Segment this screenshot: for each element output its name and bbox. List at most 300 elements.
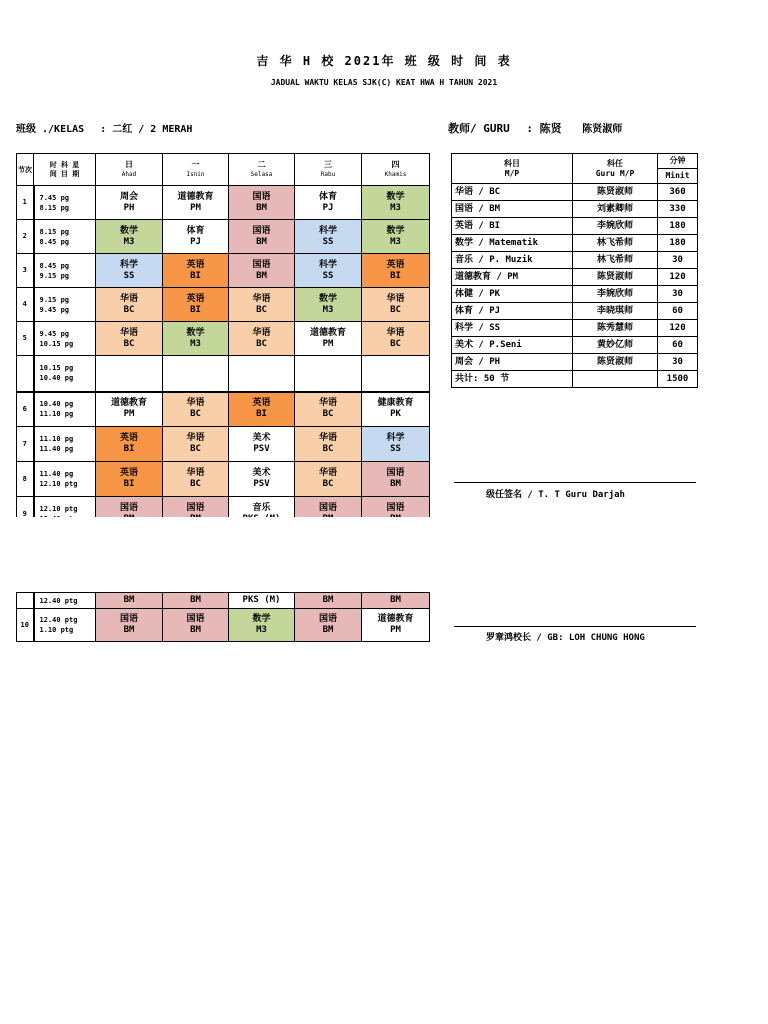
time-end: 12.10 ptg xyxy=(39,480,78,488)
subject-zh: 英语 xyxy=(386,259,405,270)
time-cell xyxy=(34,462,96,497)
summary-subject: 周会 / PH xyxy=(452,354,573,371)
subject-cell xyxy=(295,186,362,220)
subject-code: SS xyxy=(322,236,334,247)
time-start: 8.45 pg xyxy=(39,261,70,270)
summary-minutes: 120 xyxy=(658,269,698,286)
summary-subject: 体育 / PJ xyxy=(452,303,573,320)
subject-cell xyxy=(362,288,430,322)
subject-zh: 华语 xyxy=(186,433,205,443)
subject-code: PSV xyxy=(253,444,270,454)
subject-cell xyxy=(362,322,430,356)
subject-zh: 数学 xyxy=(186,327,205,338)
time-start: 10.40 pg xyxy=(39,400,74,409)
subject-cell xyxy=(229,392,295,427)
summary-row xyxy=(452,184,698,201)
table-row xyxy=(17,427,430,462)
time-cell xyxy=(34,392,96,427)
summary-row xyxy=(452,320,698,337)
subject-code: PM xyxy=(123,409,135,420)
subject-zh: 华语 xyxy=(318,433,337,443)
subject-code: BI xyxy=(123,444,135,454)
subject-zh: 音乐 xyxy=(252,503,271,513)
day-ms: Isnin xyxy=(186,170,205,178)
subject-cell xyxy=(362,356,430,392)
subject-cell xyxy=(163,186,229,220)
subject-code: BI xyxy=(256,409,267,420)
subject-zh: 国语 xyxy=(119,503,138,513)
subject-code: BC xyxy=(322,479,334,489)
subject-zh: 华语 xyxy=(318,468,337,478)
subject-code: M3 xyxy=(390,202,401,213)
subject-zh: 英语 xyxy=(252,398,271,409)
page-gap xyxy=(0,517,768,590)
subject-zh: 国语 xyxy=(186,503,205,513)
period-number: 3 xyxy=(17,254,34,288)
subject-code: BC xyxy=(123,338,135,349)
subject-cell xyxy=(229,220,295,254)
day-header xyxy=(229,154,295,186)
subject-zh: 数学 xyxy=(386,225,405,236)
teacher-header-zh: 科任 xyxy=(607,158,623,168)
summary-row xyxy=(452,337,698,354)
subject-zh: 国语 xyxy=(119,614,138,624)
summary-subject: 道德教育 / PM xyxy=(452,269,573,286)
subject-zh: 体育 xyxy=(186,225,205,236)
subject-cell xyxy=(96,220,163,254)
summary-teacher: 林飞希师 xyxy=(573,252,658,269)
subject-cell xyxy=(163,220,229,254)
subject-cell: BM xyxy=(362,593,430,609)
summary-subject: 数学 / Matematik xyxy=(452,235,573,252)
total-label: 共计: 50 节 xyxy=(452,371,573,388)
subject-zh: 华语 xyxy=(119,293,138,304)
subject-zh: 华语 xyxy=(186,398,205,409)
time-start: 11.10 pg xyxy=(39,435,74,443)
day-ms: Khamis xyxy=(384,170,407,178)
summary-teacher: 林飞希师 xyxy=(573,235,658,252)
time-start: 7.45 pg xyxy=(39,193,70,202)
subject-code: BC xyxy=(390,338,401,349)
subject-code: BM xyxy=(390,479,401,489)
summary-minutes: 30 xyxy=(658,252,698,269)
subject-code: M3 xyxy=(190,338,201,349)
subject-zh: 道德教育 xyxy=(110,398,147,409)
subject-code: M3 xyxy=(123,236,135,247)
subject-cell xyxy=(295,427,362,462)
headmaster-signature-line xyxy=(454,626,696,627)
subject-cell xyxy=(362,427,430,462)
subject-zh: 英语 xyxy=(119,468,138,478)
summary-minutes: 120 xyxy=(658,320,698,337)
period-number xyxy=(17,356,34,392)
headmaster-signature-label: 罗章鸿校长 / GB: LOH CHUNG HONG xyxy=(486,633,645,643)
subject-code: BI xyxy=(390,270,401,281)
summary-subject: 国语 / BM xyxy=(452,201,573,218)
subject-code: PJ xyxy=(322,202,334,213)
subject-code: M3 xyxy=(322,304,334,315)
subject-zh: 数学 xyxy=(252,614,271,624)
subject-code: PM xyxy=(390,625,401,635)
class-value: : 二红 / 2 MERAH xyxy=(100,124,193,135)
summary-minutes: 360 xyxy=(658,184,698,201)
table-row xyxy=(17,462,430,497)
subject-code: PK xyxy=(390,409,401,420)
summary-teacher: 黄妙亿师 xyxy=(573,337,658,354)
summary-subject: 音乐 / P. Muzik xyxy=(452,252,573,269)
summary-teacher: 刘素卿师 xyxy=(573,201,658,218)
subject-zh: 华语 xyxy=(252,327,271,338)
subject-zh: 华语 xyxy=(252,293,271,304)
subject-zh: 国语 xyxy=(386,468,405,478)
day-zh: 一 xyxy=(191,159,200,169)
class-label: 班级 ./KELAS xyxy=(16,124,85,135)
subject-code: BC xyxy=(256,304,267,315)
time-cell xyxy=(34,186,96,220)
subject-cell: BM xyxy=(163,593,229,609)
subject-cell xyxy=(295,220,362,254)
time-start: 9.45 pg xyxy=(39,329,70,338)
subject-cell xyxy=(163,288,229,322)
subject-cell xyxy=(163,356,229,392)
summary-row xyxy=(452,303,698,320)
subject-zh: 健康教育 xyxy=(377,398,414,409)
day-zh: 四 xyxy=(391,159,400,169)
subject-cell xyxy=(229,254,295,288)
summary-minutes: 60 xyxy=(658,303,698,320)
period-number: 5 xyxy=(17,322,34,356)
summary-subject: 华语 / BC xyxy=(452,184,573,201)
subject-zh: 美术 xyxy=(252,468,271,478)
subject-cell xyxy=(362,186,430,220)
time-end: 8.15 pg xyxy=(39,203,70,212)
subject-zh: 国语 xyxy=(318,614,337,624)
period-number: 2 xyxy=(17,220,34,254)
summary-minutes: 30 xyxy=(658,286,698,303)
summary-row xyxy=(452,269,698,286)
teacher-info xyxy=(448,120,632,136)
subject-code: BM xyxy=(256,202,267,213)
summary-row xyxy=(452,286,698,303)
time-cell: 12.40 ptg xyxy=(34,593,96,609)
day-header xyxy=(163,154,229,186)
table-row xyxy=(17,288,430,322)
subject-cell xyxy=(163,392,229,427)
subject-cell xyxy=(295,392,362,427)
teacher-name: 陈贤淑师 xyxy=(582,124,623,135)
subject-cell xyxy=(96,254,163,288)
summary-teacher: 李晓琪师 xyxy=(573,303,658,320)
period-number: 9 xyxy=(17,497,34,532)
subject-zh: 华语 xyxy=(318,398,337,409)
table-row xyxy=(17,392,430,427)
subject-cell xyxy=(295,254,362,288)
subject-cell xyxy=(96,427,163,462)
subject-code: BM xyxy=(190,625,201,635)
total-minutes: 1500 xyxy=(658,371,698,388)
subject-zh: 道德教育 xyxy=(177,191,214,202)
subject-header-zh: 科目 xyxy=(504,158,520,168)
subject-cell xyxy=(229,356,295,392)
table-row xyxy=(17,186,430,220)
subject-code: BC xyxy=(190,444,201,454)
subject-cell xyxy=(229,462,295,497)
subject-zh: 道德教育 xyxy=(309,327,346,338)
summary-minutes: 60 xyxy=(658,337,698,354)
time-end: 10.15 pg xyxy=(39,339,74,348)
table-row xyxy=(17,356,430,392)
time-cell xyxy=(34,322,96,356)
minutes-header-ms: Minit xyxy=(665,171,690,180)
summary-header-row xyxy=(452,154,698,184)
period-header: 节次 xyxy=(17,154,34,186)
subject-code: PH xyxy=(123,202,135,213)
time-end: 1.10 ptg xyxy=(39,626,74,634)
table-row xyxy=(17,220,430,254)
subject-code: BI xyxy=(123,479,135,489)
class-teacher-signature-line xyxy=(454,482,696,483)
time-cell xyxy=(34,220,96,254)
period-number: 6 xyxy=(17,392,34,427)
subject-cell xyxy=(362,609,430,642)
time-cell xyxy=(34,254,96,288)
subject-zh: 英语 xyxy=(119,433,138,443)
subject-code: SS xyxy=(123,270,135,281)
period-number: 7 xyxy=(17,427,34,462)
subject-zh: 华语 xyxy=(119,327,138,338)
summary-minutes: 30 xyxy=(658,354,698,371)
time-end: 11.40 pg xyxy=(39,445,74,453)
minutes-header-zh: 分钟 xyxy=(658,154,697,169)
subject-zh: 华语 xyxy=(386,327,405,338)
time-start: 12.10 ptg xyxy=(39,505,78,513)
subject-zh: 国语 xyxy=(252,191,271,202)
subject-cell xyxy=(163,609,229,642)
subject-code: BM xyxy=(256,270,267,281)
page-subtitle: JADUAL WAKTU KELAS SJK(C) KEAT HWA H TAHUN 2021 xyxy=(270,78,498,87)
summary-teacher: 陈贤淑师 xyxy=(573,184,658,201)
summary-teacher: 陈贤淑师 xyxy=(573,269,658,286)
summary-teacher: 李婉欣师 xyxy=(573,286,658,303)
time-end: 8.45 pg xyxy=(39,237,70,246)
subject-zh: 国语 xyxy=(318,503,337,513)
summary-subject: 科学 / SS xyxy=(452,320,573,337)
summary-teacher: 李婉欣师 xyxy=(573,218,658,235)
subject-code: BC xyxy=(123,304,135,315)
table-row xyxy=(17,254,430,288)
subject-cell xyxy=(163,462,229,497)
subject-code: BC xyxy=(322,444,334,454)
subject-cell xyxy=(229,288,295,322)
subject-code: BI xyxy=(190,304,201,315)
summary-subject: 英语 / BI xyxy=(452,218,573,235)
class-info xyxy=(16,120,202,135)
summary-row xyxy=(452,201,698,218)
subject-cell xyxy=(96,186,163,220)
time-header-bottom: 间 目 期 xyxy=(49,169,80,178)
time-header-top: 时 科 星 xyxy=(49,160,80,169)
summary-teacher: 陈贤淑师 xyxy=(573,354,658,371)
period-number: 1 xyxy=(17,186,34,220)
day-ms: Selasa xyxy=(250,170,273,178)
subject-zh: 科学 xyxy=(386,433,405,443)
subject-cell xyxy=(163,322,229,356)
summary-row xyxy=(452,235,698,252)
subject-header xyxy=(452,154,573,184)
summary-subject: 美术 / P.Seni xyxy=(452,337,573,354)
subject-cell xyxy=(229,186,295,220)
subject-zh: 科学 xyxy=(318,259,337,270)
summary-total-row xyxy=(452,371,698,388)
subject-cell: PKS (M) xyxy=(229,593,295,609)
period-number: 10 xyxy=(17,609,34,642)
teacher-label: 教师/ GURU xyxy=(448,122,510,135)
subject-cell xyxy=(229,322,295,356)
period-number: 4 xyxy=(17,288,34,322)
period-number xyxy=(17,593,34,609)
subject-code: PM xyxy=(322,338,334,349)
subject-zh: 国语 xyxy=(186,614,205,624)
subject-cell xyxy=(163,254,229,288)
subject-cell xyxy=(96,356,163,392)
subject-zh: 美术 xyxy=(252,433,271,443)
subject-code: PM xyxy=(190,202,201,213)
period-number: 8 xyxy=(17,462,34,497)
subject-zh: 体育 xyxy=(318,191,337,202)
table-row xyxy=(17,322,430,356)
subject-zh: 英语 xyxy=(186,259,205,270)
subject-code: BC xyxy=(190,479,201,489)
summary-row xyxy=(452,218,698,235)
timetable-header-row xyxy=(17,154,430,186)
subject-zh: 科学 xyxy=(318,225,337,236)
summary-teacher: 陈秀慧师 xyxy=(573,320,658,337)
teacher-colon: : 陈贤 xyxy=(526,122,562,135)
summary-minutes: 180 xyxy=(658,218,698,235)
time-header xyxy=(34,154,96,186)
total-empty xyxy=(573,371,658,388)
subject-zh: 道德教育 xyxy=(377,614,414,624)
summary-subject: 体健 / PK xyxy=(452,286,573,303)
subject-zh: 华语 xyxy=(186,468,205,478)
time-start: 9.15 pg xyxy=(39,295,70,304)
subject-zh: 周会 xyxy=(119,191,138,202)
table-row xyxy=(17,593,430,609)
table-row xyxy=(17,609,430,642)
time-start: 10.15 pg xyxy=(39,364,74,373)
subject-code: PJ xyxy=(190,236,201,247)
summary-row xyxy=(452,252,698,269)
subject-cell xyxy=(163,427,229,462)
time-start: 8.15 pg xyxy=(39,227,70,236)
summary-minutes: 180 xyxy=(658,235,698,252)
subject-summary-table xyxy=(451,153,698,388)
time-cell xyxy=(34,427,96,462)
subject-cell xyxy=(362,392,430,427)
subject-code: PSV xyxy=(253,479,270,489)
day-zh: 二 xyxy=(257,159,266,169)
subject-cell xyxy=(362,254,430,288)
day-zh: 三 xyxy=(324,159,332,169)
subject-code: M3 xyxy=(390,236,401,247)
day-header xyxy=(295,154,362,186)
time-end: 10.40 pg xyxy=(39,374,74,383)
subject-code: BC xyxy=(256,338,267,349)
minutes-header xyxy=(658,154,698,184)
timetable-continuation xyxy=(16,592,430,642)
subject-zh: 数学 xyxy=(119,225,138,236)
day-header xyxy=(362,154,430,186)
subject-cell xyxy=(295,322,362,356)
subject-code: SS xyxy=(390,444,401,454)
subject-zh: 国语 xyxy=(252,259,271,270)
time-cell xyxy=(34,356,96,392)
time-end: 11.10 pg xyxy=(39,410,74,419)
subject-cell xyxy=(96,392,163,427)
subject-zh: 英语 xyxy=(186,293,205,304)
time-end: 9.15 pg xyxy=(39,271,70,280)
subject-cell xyxy=(96,609,163,642)
subject-code: BC xyxy=(322,409,334,420)
summary-row xyxy=(452,354,698,371)
subject-cell xyxy=(96,322,163,356)
subject-zh: 国语 xyxy=(386,503,405,513)
summary-minutes: 330 xyxy=(658,201,698,218)
subject-cell xyxy=(295,609,362,642)
subject-cell xyxy=(229,609,295,642)
subject-cell: BM xyxy=(295,593,362,609)
subject-zh: 华语 xyxy=(386,293,405,304)
subject-cell xyxy=(295,462,362,497)
subject-cell xyxy=(96,288,163,322)
day-header xyxy=(96,154,163,186)
subject-zh: 数学 xyxy=(386,191,405,202)
subject-zh: 国语 xyxy=(252,225,271,236)
subject-header-ms: M/P xyxy=(504,168,520,178)
subject-code: M3 xyxy=(256,625,267,635)
day-ms: Rabu xyxy=(320,170,336,178)
subject-zh: 科学 xyxy=(119,259,138,270)
subject-cell xyxy=(96,462,163,497)
subject-cell xyxy=(229,427,295,462)
subject-cell xyxy=(362,220,430,254)
teacher-header-ms: Guru M/P xyxy=(595,168,635,178)
subject-code: BC xyxy=(190,409,201,420)
time-start: 12.40 ptg xyxy=(39,616,78,624)
time-cell xyxy=(34,609,96,642)
subject-cell xyxy=(295,356,362,392)
subject-code: BM xyxy=(123,625,135,635)
teacher-header xyxy=(573,154,658,184)
day-zh: 日 xyxy=(125,159,133,169)
subject-code: BC xyxy=(390,304,401,315)
subject-code: BM xyxy=(256,236,267,247)
subject-cell xyxy=(295,288,362,322)
page-title: 吉 华 H 校 2021年 班 级 时 间 表 xyxy=(256,54,512,68)
subject-code: SS xyxy=(322,270,334,281)
subject-cell xyxy=(362,462,430,497)
timetable xyxy=(16,153,430,532)
time-end: 9.45 pg xyxy=(39,305,70,314)
day-ms: Ahad xyxy=(121,170,137,178)
class-teacher-signature-label: 级任签名 / T. T Guru Darjah xyxy=(486,490,625,500)
subject-cell: BM xyxy=(96,593,163,609)
subject-code: BM xyxy=(322,625,334,635)
subject-zh: 数学 xyxy=(318,293,337,304)
time-start: 11.40 pg xyxy=(39,470,74,478)
time-cell xyxy=(34,288,96,322)
subject-code: BI xyxy=(190,270,201,281)
